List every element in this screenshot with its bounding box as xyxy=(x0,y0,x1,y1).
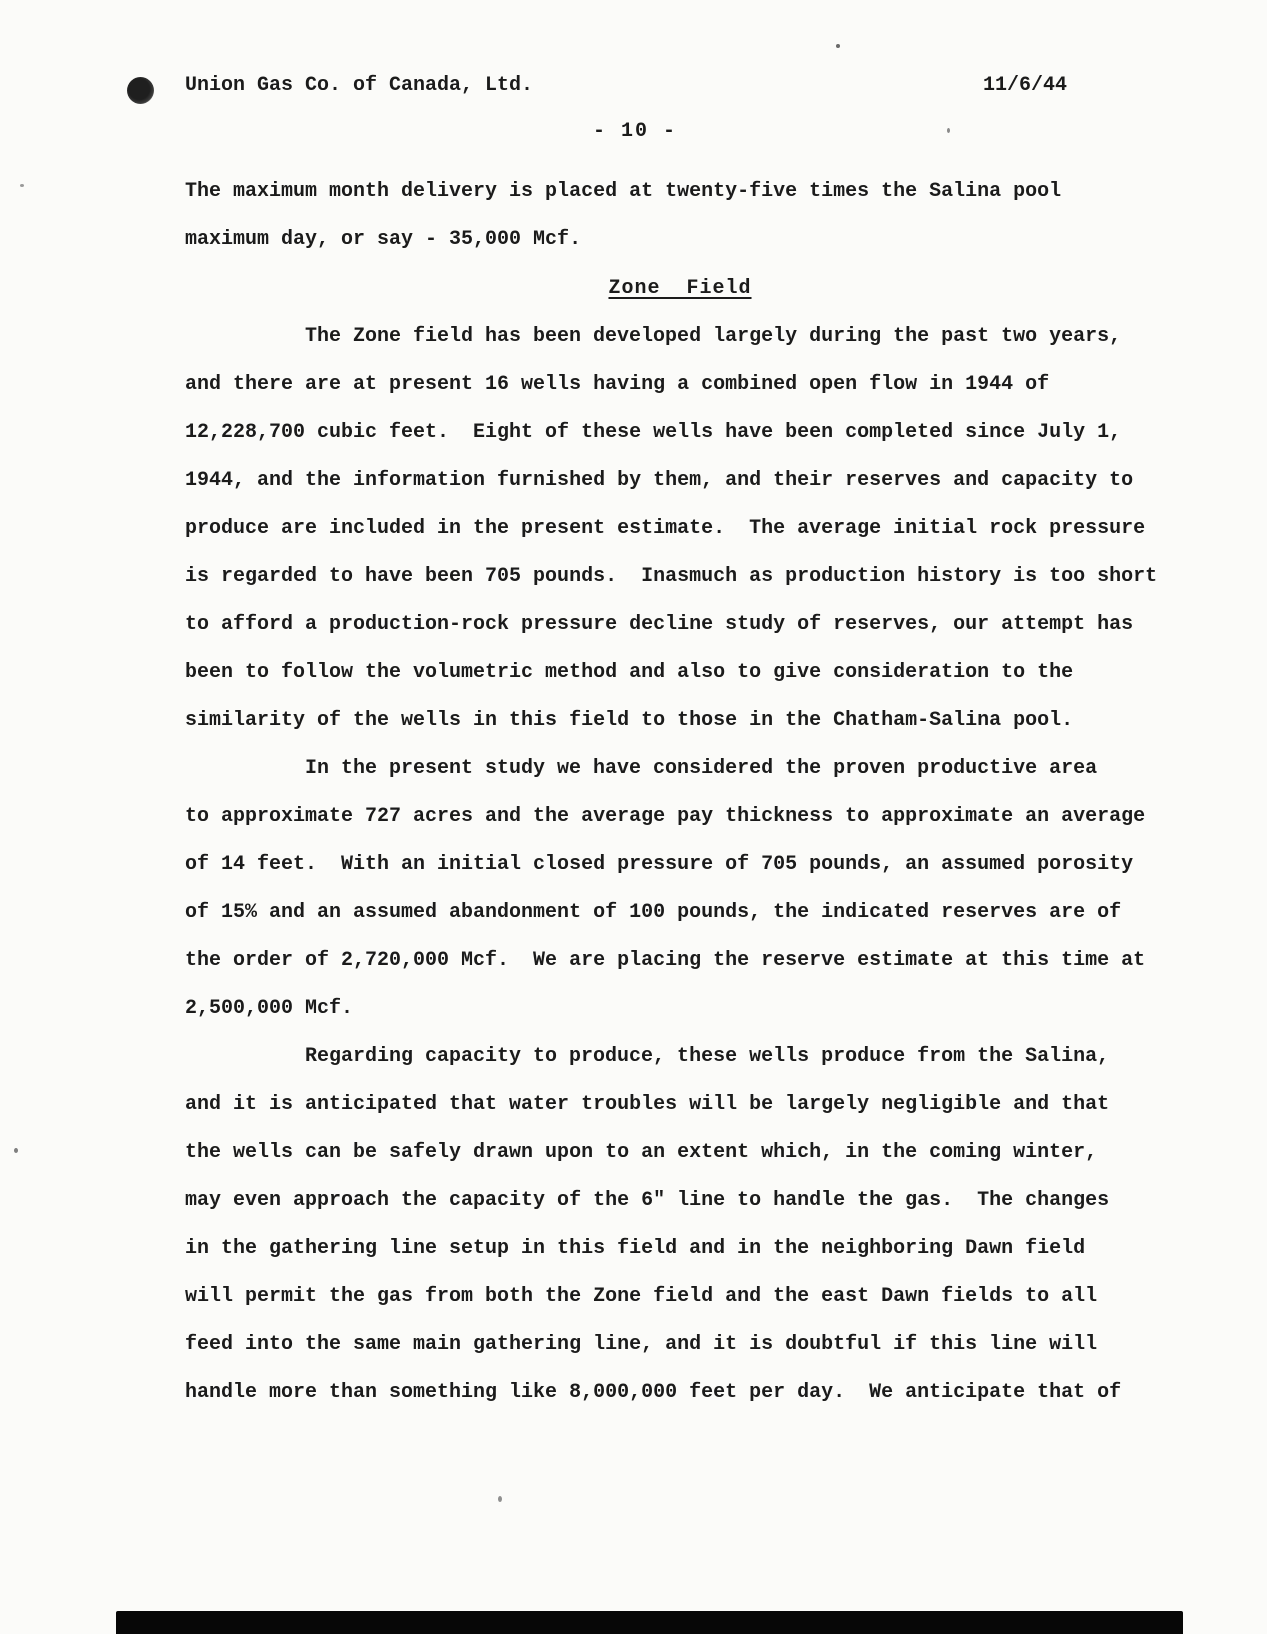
text-line: the wells can be safely drawn upon to an extent which, in the coming winter, xyxy=(185,1141,1098,1164)
text-line: the order of 2,720,000 Mcf. We are placing the reserve estimate at this time at xyxy=(185,949,1146,972)
text-line: In the present study we have considered the proven productive area xyxy=(305,757,1098,780)
punch-hole-mark xyxy=(127,77,154,104)
company-name: Union Gas Co. of Canada, Ltd. xyxy=(185,74,534,97)
text-line: 2,500,000 Mcf. xyxy=(185,997,354,1020)
scan-speck xyxy=(498,1496,502,1502)
text-line: of 15% and an assumed abandonment of 100 pounds, the indicated reserves are of xyxy=(185,901,1122,924)
text-line: of 14 feet. With an initial closed pressure of 705 pounds, an assumed porosity xyxy=(185,853,1134,876)
text-line: and there are at present 16 wells having a combined open flow in 1944 of xyxy=(185,373,1050,396)
text-line: is regarded to have been 705 pounds. Inasmuch as production history is too short xyxy=(185,565,1158,588)
page-number: - 10 - xyxy=(592,120,677,143)
section-heading-text: Zone Field xyxy=(608,277,752,300)
paragraph-maximum-month-delivery xyxy=(185,168,1175,264)
text-line: Regarding capacity to produce, these wells produce from the Salina, xyxy=(305,1045,1110,1068)
text-line: will permit the gas from both the Zone field and the east Dawn fields to all xyxy=(185,1285,1098,1308)
paragraph-reserve-estimate xyxy=(185,745,1175,1033)
text-line: and it is anticipated that water troubles will be largely negligible and that xyxy=(185,1093,1110,1116)
text-line: 12,228,700 cubic feet. Eight of these wells have been completed since July 1, xyxy=(185,421,1122,444)
paragraph-capacity-to-produce xyxy=(185,1033,1175,1417)
text-line: to afford a production-rock pressure decline study of reserves, our attempt has xyxy=(185,613,1134,636)
text-line: The Zone field has been developed largely during the past two years, xyxy=(305,325,1122,348)
section-heading xyxy=(185,264,1175,313)
text-line: maximum day, or say - 35,000 Mcf. xyxy=(185,228,582,251)
paragraph-zone-development xyxy=(185,313,1175,745)
text-line: handle more than something like 8,000,000 feet per day. We anticipate that of xyxy=(185,1381,1122,1404)
document-body xyxy=(185,168,1175,1417)
text-line: been to follow the volumetric method and also to give consideration to the xyxy=(185,661,1074,684)
page-header xyxy=(185,74,1067,97)
document-date: 11/6/44 xyxy=(982,74,1067,97)
scan-speck xyxy=(20,184,24,187)
scan-speck xyxy=(14,1148,18,1153)
text-line: to approximate 727 acres and the average pay thickness to approximate an average xyxy=(185,805,1146,828)
text-line: in the gathering line setup in this field and in the neighboring Dawn field xyxy=(185,1237,1086,1260)
text-line: similarity of the wells in this field to those in the Chatham-Salina pool. xyxy=(185,709,1074,732)
text-line: produce are included in the present estimate. The average initial rock pressure xyxy=(185,517,1146,540)
text-line: feed into the same main gathering line, and it is doubtful if this line will xyxy=(185,1333,1098,1356)
text-line: The maximum month delivery is placed at twenty-five times the Salina pool xyxy=(185,180,1062,203)
text-line: may even approach the capacity of the 6" line to handle the gas. The changes xyxy=(185,1189,1110,1212)
scan-black-bar xyxy=(116,1611,1183,1634)
text-line: 1944, and the information furnished by them, and their reserves and capacity to xyxy=(185,469,1134,492)
scan-speck xyxy=(836,44,840,48)
